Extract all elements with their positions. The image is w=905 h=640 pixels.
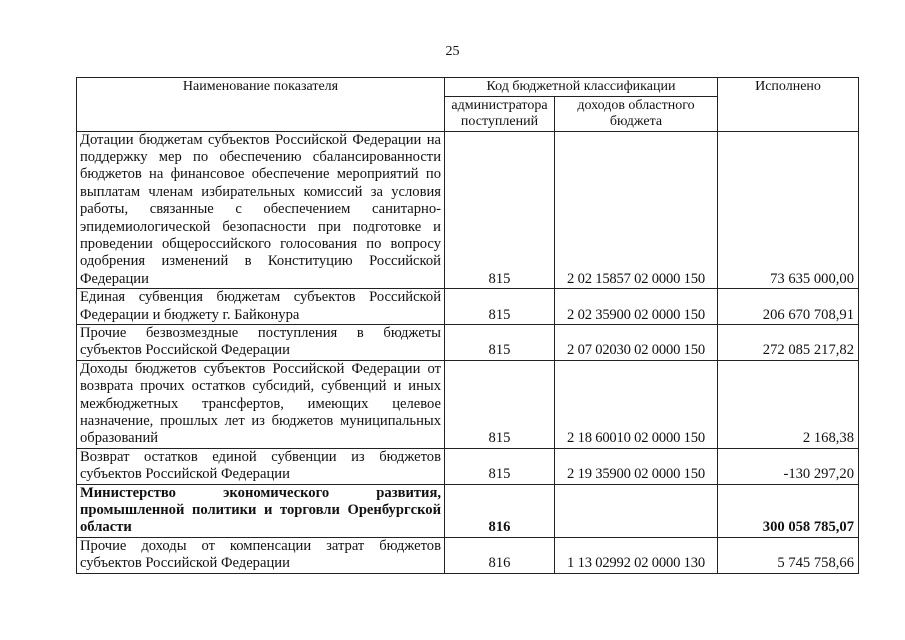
header-code: Код бюджетной классификации [445, 78, 718, 97]
table-row [77, 448, 859, 484]
table-row [77, 131, 859, 289]
table-body [77, 131, 859, 573]
row-budget-code: 2 02 35900 02 0000 150 [555, 289, 718, 325]
row-budget-code [555, 484, 718, 537]
row-amount: -130 297,20 [718, 448, 859, 484]
row-name: Прочие доходы от компенсации затрат бюджетов субъектов Российской Федерации [77, 537, 445, 573]
row-amount: 300 058 785,07 [718, 484, 859, 537]
page-number: 25 [445, 44, 460, 59]
budget-table [76, 77, 859, 574]
table-row [77, 360, 859, 448]
row-budget-code: 2 07 02030 02 0000 150 [555, 324, 718, 360]
row-name: Доходы бюджетов субъектов Российской Федерации от возврата прочих остатков субсидий, субвенций и иных межбюджетных трансфертов, имеющих целевое назначение, прошлых лет из бюджетов муниципальных образований [77, 360, 445, 448]
row-admin-code: 815 [445, 448, 555, 484]
row-admin-code: 816 [445, 484, 555, 537]
row-amount: 272 085 217,82 [718, 324, 859, 360]
row-name: Возврат остатков единой субвенции из бюджетов субъектов Российской Федерации [77, 448, 445, 484]
header-name: Наименование показателя [77, 78, 445, 132]
row-name: Дотации бюджетам субъектов Российской Федерации на поддержку мер по обеспечению сбалансированности бюджетов на финансовое обеспечение мероприятий по выплатам членам избирательных комиссий за условия работы, связанные с обеспечением санитарно-эпидемиологической безопасности при подготовке и проведении общероссийского голосования по вопросу одобрения изменений в Конституцию Российской Федерации [77, 131, 445, 289]
row-admin-code: 815 [445, 131, 555, 289]
row-amount: 5 745 758,66 [718, 537, 859, 573]
row-budget-code: 2 19 35900 02 0000 150 [555, 448, 718, 484]
row-amount: 73 635 000,00 [718, 131, 859, 289]
table-row [77, 484, 859, 537]
row-name: Министерство экономического развития, промышленной политики и торговли Оренбургской области [77, 484, 445, 537]
row-admin-code: 815 [445, 289, 555, 325]
header-admin: администратора поступлений [445, 96, 555, 131]
header-income: доходов областного бюджета [555, 96, 718, 131]
row-budget-code: 1 13 02992 02 0000 130 [555, 537, 718, 573]
row-admin-code: 816 [445, 537, 555, 573]
row-name: Прочие безвозмездные поступления в бюджеты субъектов Российской Федерации [77, 324, 445, 360]
row-admin-code: 815 [445, 324, 555, 360]
header-executed: Исполнено [718, 78, 859, 132]
row-admin-code: 815 [445, 360, 555, 448]
row-amount: 206 670 708,91 [718, 289, 859, 325]
row-amount: 2 168,38 [718, 360, 859, 448]
table-row [77, 324, 859, 360]
table-row [77, 537, 859, 573]
table-row [77, 289, 859, 325]
row-name: Единая субвенция бюджетам субъектов Российской Федерации и бюджету г. Байконура [77, 289, 445, 325]
row-budget-code: 2 18 60010 02 0000 150 [555, 360, 718, 448]
row-budget-code: 2 02 15857 02 0000 150 [555, 131, 718, 289]
